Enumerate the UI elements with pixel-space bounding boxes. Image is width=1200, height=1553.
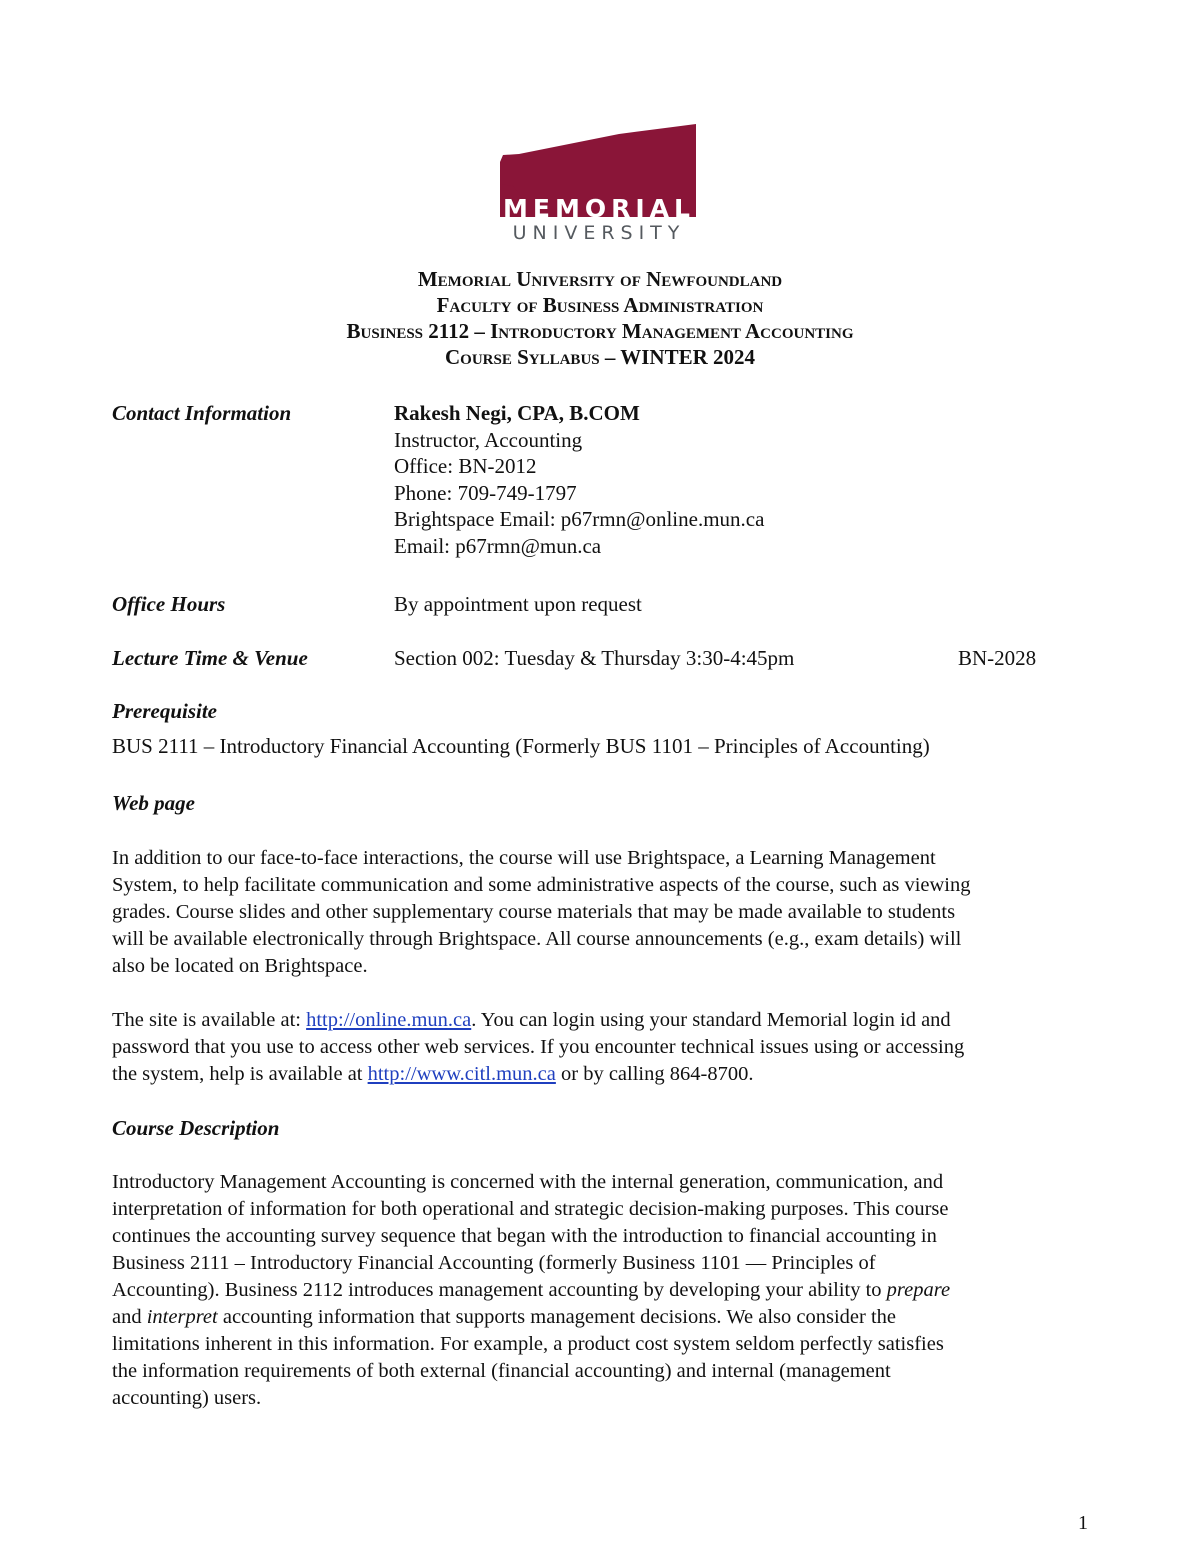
- paragraph-line: Business 2111 – Introductory Financial Accounting (formerly Business 1101 — Principles of: [112, 1252, 876, 1274]
- text-segment: The site is available at:: [112, 1009, 307, 1031]
- paragraph-line: accounting) users.: [112, 1387, 262, 1409]
- paragraph-line: the information requirements of both external (financial accounting) and internal (management: [112, 1360, 891, 1382]
- text-segment: the system, help is available at: [112, 1063, 368, 1085]
- text-segment: . You can login using your standard Memorial login id and: [471, 1009, 951, 1031]
- page-number: 1: [1078, 1512, 1088, 1534]
- paragraph-line: [112, 1304, 1092, 1331]
- text-segment: and: [112, 1306, 147, 1328]
- brightspace-link[interactable]: http://online.mun.ca: [306, 1009, 472, 1031]
- web-page-paragraph-1: [112, 845, 1092, 980]
- memorial-university-logo: [499, 124, 699, 246]
- lecture-label: Lecture Time & Venue: [112, 646, 308, 670]
- paragraph-line: interpretation of information for both operational and strategic decision-making purposes. This course: [112, 1198, 949, 1220]
- emphasis-prepare: prepare: [886, 1279, 951, 1301]
- lecture-time: Section 002: Tuesday & Thursday 3:30-4:45pm: [394, 646, 795, 670]
- instructor-office: Office: BN-2012: [394, 454, 537, 479]
- logo-text-memorial: MEMORIAL: [503, 194, 695, 223]
- syllabus-term: Course Syllabus – WINTER 2024: [444, 345, 756, 369]
- contact-details: [394, 400, 764, 560]
- instructor-brightspace-email: Brightspace Email: p67rmn@online.mun.ca: [394, 507, 765, 532]
- emphasis-interpret: interpret: [146, 1306, 218, 1328]
- citl-link[interactable]: http://www.citl.mun.ca: [367, 1063, 556, 1085]
- paragraph-line: [112, 1061, 1092, 1088]
- text-segment: or by calling 864-8700.: [555, 1063, 754, 1085]
- lecture-room: BN-2028: [958, 646, 1037, 670]
- text-segment: Accounting). Business 2112 introduces management accounting by developing your ability to: [112, 1279, 887, 1301]
- instructor-email: Email: p67rmn@mun.ca: [394, 533, 602, 558]
- instructor-name: Rakesh Negi, CPA, B.COM: [394, 401, 640, 425]
- paragraph-line: also be located on Brightspace.: [112, 955, 368, 977]
- paragraph-line: password that you use to access other web services. If you encounter technical issues using or accessing: [112, 1036, 965, 1058]
- office-hours-label: Office Hours: [112, 592, 226, 616]
- paragraph-line: continues the accounting survey sequence that began with the introduction to financial accounting in: [112, 1225, 937, 1247]
- course-description-paragraph: [112, 1169, 1092, 1412]
- office-hours-value: By appointment upon request: [394, 592, 642, 616]
- paragraph-line: Introductory Management Accounting is concerned with the internal generation, communication, and: [112, 1171, 944, 1193]
- paragraph-line: [112, 1007, 1092, 1034]
- course-description-heading: Course Description: [112, 1116, 280, 1140]
- paragraph-line: limitations inherent in this information. For example, a product cost system seldom perfectly satisfies: [112, 1333, 944, 1355]
- paragraph-line: grades. Course slides and other supplementary course materials that may be made available to students: [112, 901, 956, 923]
- web-page-paragraph-2: [112, 1007, 1092, 1088]
- faculty-name: Faculty of Business Administration: [436, 293, 764, 317]
- web-page-heading: Web page: [112, 791, 196, 815]
- university-name: Memorial University of Newfoundland: [417, 267, 783, 291]
- paragraph-line: System, to help facilitate communication and some administrative aspects of the course, such as viewing: [112, 874, 971, 896]
- paragraph-line: [112, 1277, 1092, 1304]
- syllabus-header: [0, 266, 1200, 370]
- text-segment: accounting information that supports management decisions. We also consider the: [217, 1306, 897, 1328]
- instructor-title: Instructor, Accounting: [394, 427, 583, 452]
- prerequisite-heading: Prerequisite: [112, 699, 217, 723]
- course-title: Business 2112 – Introductory Management Accounting: [346, 319, 854, 343]
- logo-text-university: UNIVERSITY: [512, 222, 686, 244]
- paragraph-line: will be available electronically through Brightspace. All course announcements (e.g., exam details) will: [112, 928, 962, 950]
- instructor-phone: Phone: 709-749-1797: [394, 480, 577, 505]
- prerequisite-text: BUS 2111 – Introductory Financial Accounting (Formerly BUS 1101 – Principles of Accounting): [112, 734, 930, 758]
- contact-information-label: Contact Information: [112, 401, 292, 425]
- paragraph-line: In addition to our face-to-face interactions, the course will use Brightspace, a Learning Management: [112, 847, 936, 869]
